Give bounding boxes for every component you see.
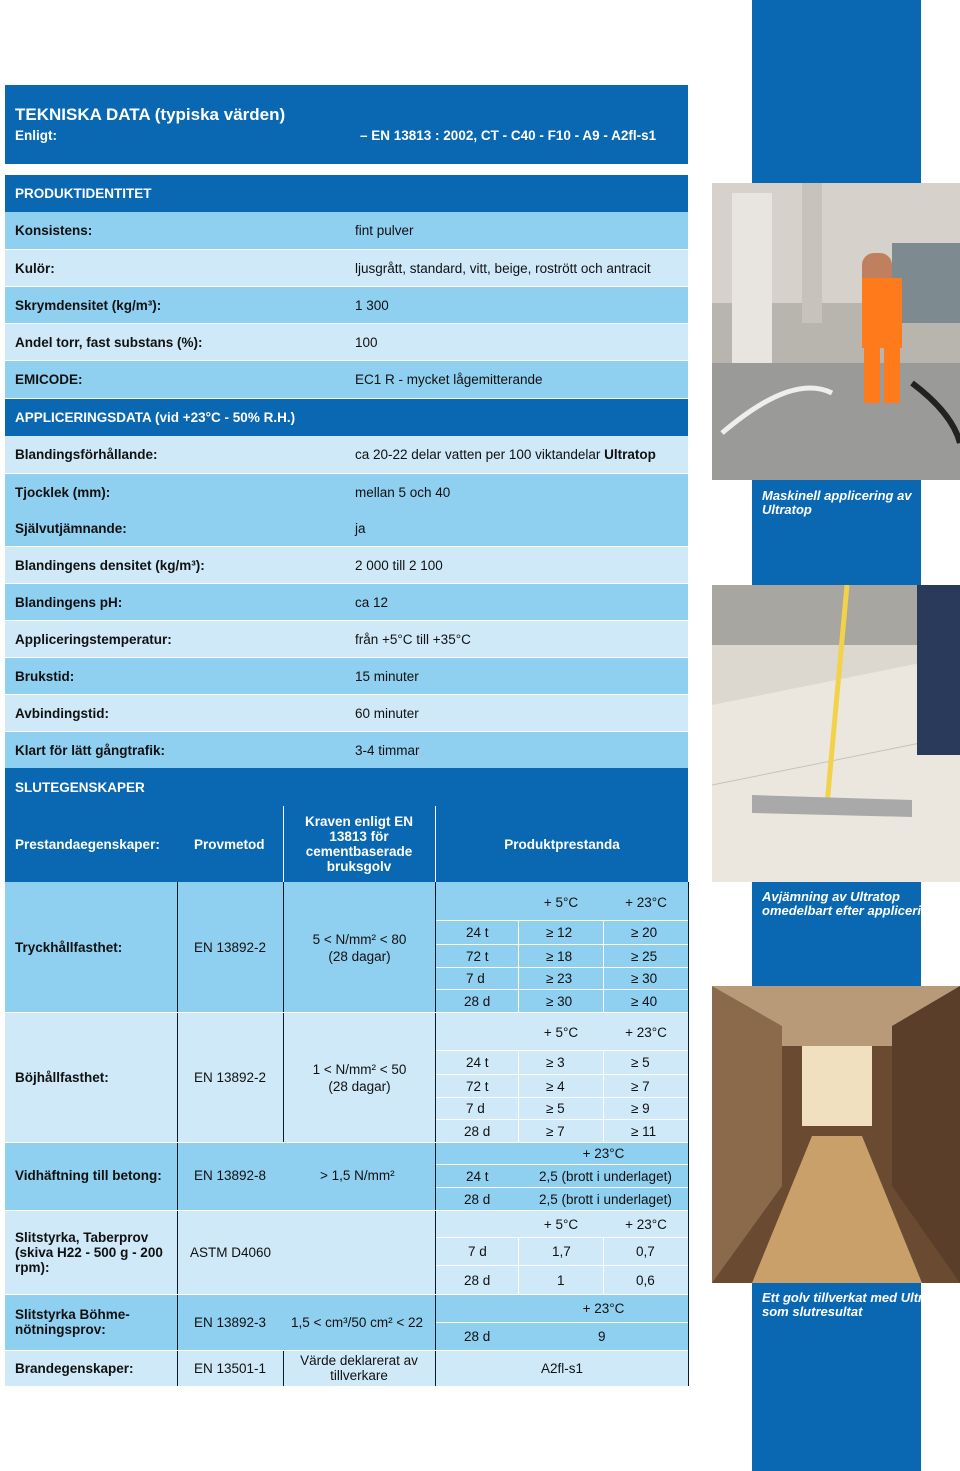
tryck-time: 72 t bbox=[466, 948, 489, 964]
row-label: Andel torr, fast substans (%): bbox=[15, 334, 203, 350]
boj-v23: ≥ 5 bbox=[631, 1055, 650, 1070]
tryck-v23: ≥ 20 bbox=[631, 925, 658, 940]
table-row bbox=[5, 732, 688, 768]
slit1-v5: 1 bbox=[557, 1272, 565, 1288]
section-appliceringsdata: APPLICERINGSDATA (vid +23°C - 50% R.H.) bbox=[5, 399, 688, 436]
slit1-v23: 0,7 bbox=[636, 1244, 655, 1259]
boj-v23: ≥ 7 bbox=[631, 1078, 650, 1094]
photo-machine-application bbox=[712, 183, 960, 480]
row-value: 3-4 timmar bbox=[355, 742, 420, 758]
slit1-v5: 1,7 bbox=[552, 1244, 571, 1259]
section-slutegenskaper: SLUTEGENSKAPER bbox=[5, 768, 688, 806]
row-label: Brukstid: bbox=[15, 668, 75, 684]
brand-label: Brandegenskaper: bbox=[15, 1360, 134, 1376]
col-header-kraven: Kraven enligt EN 13813 för cementbaserade bruksgolv bbox=[304, 814, 414, 874]
slit2-temp: + 23°C bbox=[582, 1300, 625, 1316]
divider bbox=[603, 1050, 604, 1142]
technical-data-header bbox=[5, 85, 688, 164]
row-label: Kulör: bbox=[15, 260, 55, 276]
tryck-time: 28 d bbox=[464, 993, 491, 1009]
row-label: Självutjämnande: bbox=[15, 520, 127, 536]
photo-finished-floor bbox=[712, 986, 960, 1283]
brand-value: A2fl-s1 bbox=[540, 1360, 584, 1376]
row-value: EC1 R - mycket lågemitterande bbox=[355, 372, 543, 387]
row-label: Blandingens pH: bbox=[15, 594, 123, 610]
table-row bbox=[5, 510, 688, 547]
table-row bbox=[5, 695, 688, 732]
slit2-label: Slitstyrka Böhme-nötningsprov: bbox=[15, 1307, 130, 1337]
divider bbox=[518, 1050, 519, 1142]
divider bbox=[177, 882, 178, 1386]
boj-v5: ≥ 4 bbox=[546, 1078, 565, 1094]
photo-leveling bbox=[712, 585, 960, 882]
tryck-v23: ≥ 25 bbox=[631, 948, 658, 964]
table-row bbox=[5, 212, 688, 250]
caption-2: Avjämning av Ultratop omedelbart efter applicering bbox=[762, 889, 937, 918]
tryck-label: Tryckhållfasthet: bbox=[15, 939, 123, 955]
page-title: TEKNISKA DATA (typiska värden) bbox=[15, 105, 286, 124]
section-produktidentitet: PRODUKTIDENTITET bbox=[5, 175, 688, 212]
row-value-brand: Ultratop bbox=[604, 447, 656, 462]
caption-3: Ett golv tillverkat med Ultratop som slutresultat bbox=[762, 1290, 951, 1319]
row-value: ca 12 bbox=[355, 594, 389, 610]
row-label: Blandingsförhållande: bbox=[15, 447, 158, 462]
vidh-value: 2,5 (brott i underlaget) bbox=[539, 1168, 672, 1184]
divider bbox=[688, 882, 689, 1386]
boj-req-1: 1 < N/mm² < 50 bbox=[312, 1061, 407, 1077]
table-row bbox=[5, 584, 688, 621]
row-label: Blandingens densitet (kg/m³): bbox=[15, 557, 205, 573]
tryck-time: 24 t bbox=[466, 925, 489, 940]
tryck-req-2: (28 dagar) bbox=[328, 948, 391, 964]
boj-v23: ≥ 9 bbox=[631, 1101, 650, 1116]
tryck-temp-5: + 5°C bbox=[543, 894, 579, 910]
row-value: fint pulver bbox=[355, 223, 414, 238]
tryck-v5: ≥ 18 bbox=[546, 948, 573, 964]
enligt-value: – EN 13813 : 2002, CT - C40 - F10 - A9 - A2fl-s1 bbox=[360, 128, 657, 143]
boj-time: 28 d bbox=[464, 1123, 491, 1139]
tryck-time: 7 d bbox=[466, 971, 485, 986]
row-value: 1 300 bbox=[355, 297, 389, 313]
row-value: ja bbox=[355, 520, 366, 536]
row-label: Konsistens: bbox=[15, 223, 93, 238]
row-label: Klart för lätt gångtrafik: bbox=[15, 742, 166, 758]
slit1-temp-23: + 23°C bbox=[625, 1216, 667, 1232]
boj-v5: ≥ 7 bbox=[546, 1123, 565, 1139]
row-label: Avbindingstid: bbox=[15, 705, 109, 721]
tryck-v5: ≥ 30 bbox=[546, 993, 573, 1009]
table-row bbox=[5, 436, 688, 474]
row-value: 15 minuter bbox=[355, 668, 419, 684]
caption-1: Maskinell applicering av Ultratop bbox=[762, 488, 912, 517]
table-row bbox=[5, 658, 688, 695]
slit2-time: 28 d bbox=[464, 1329, 491, 1344]
tryck-v5: ≥ 23 bbox=[546, 971, 573, 986]
divider bbox=[283, 806, 284, 882]
row-value: 60 minuter bbox=[355, 705, 419, 721]
vidh-time: 24 t bbox=[466, 1168, 489, 1184]
row-value-text: ca 20-22 delar vatten per 100 viktandelar bbox=[355, 447, 601, 462]
row-label: Appliceringstemperatur: bbox=[15, 631, 172, 647]
slit1-time: 28 d bbox=[464, 1272, 491, 1288]
row-value bbox=[345, 436, 688, 473]
row-value: 2 000 till 2 100 bbox=[355, 557, 443, 573]
tryck-req-1: 5 < N/mm² < 80 bbox=[312, 931, 407, 947]
row-value: 100 bbox=[355, 334, 378, 350]
boj-temp-5: + 5°C bbox=[543, 1024, 579, 1040]
brand-method: EN 13501-1 bbox=[194, 1360, 267, 1376]
divider bbox=[283, 1350, 284, 1386]
col-header-provmetod: Provmetod bbox=[194, 836, 265, 852]
enligt-label: Enligt: bbox=[15, 128, 57, 143]
slit1-method: ASTM D4060 bbox=[190, 1244, 272, 1260]
slit1-time: 7 d bbox=[468, 1244, 487, 1259]
table-row bbox=[5, 250, 688, 287]
row-value: från +5°C till +35°C bbox=[355, 631, 471, 647]
vidh-value: 2,5 (brott i underlaget) bbox=[539, 1191, 672, 1207]
tryck-v5: ≥ 12 bbox=[546, 925, 573, 940]
tryck-method: EN 13892-2 bbox=[194, 939, 267, 955]
tryck-temp-23: + 23°C bbox=[625, 894, 667, 910]
vidh-label: Vidhäftning till betong: bbox=[15, 1168, 162, 1183]
boj-req-2: (28 dagar) bbox=[328, 1078, 391, 1094]
tryck-v23: ≥ 40 bbox=[631, 993, 658, 1009]
col-header-prestanda: Prestandaegenskaper: bbox=[15, 836, 160, 852]
boj-time: 72 t bbox=[466, 1078, 489, 1094]
boj-time: 7 d bbox=[466, 1101, 485, 1116]
table-row bbox=[5, 474, 688, 510]
boj-time: 24 t bbox=[466, 1055, 489, 1070]
vidh-req: > 1,5 N/mm² bbox=[320, 1168, 395, 1183]
row-label: Skrymdensitet (kg/m³): bbox=[15, 297, 162, 313]
boj-label: Böjhållfasthet: bbox=[15, 1069, 109, 1085]
boj-v5: ≥ 3 bbox=[546, 1055, 565, 1070]
boj-temp-23: + 23°C bbox=[625, 1024, 667, 1040]
slit1-temp-5: + 5°C bbox=[543, 1216, 579, 1232]
row-value: mellan 5 och 40 bbox=[355, 484, 451, 500]
row-label: Tjocklek (mm): bbox=[15, 484, 111, 500]
table-row bbox=[5, 361, 688, 399]
divider bbox=[518, 920, 519, 1012]
slit1-v23: 0,6 bbox=[636, 1272, 655, 1288]
slit2-method: EN 13892-3 bbox=[194, 1314, 267, 1330]
col-header-produktprestanda: Produktprestanda bbox=[504, 836, 620, 852]
row-value: ljusgrått, standard, vitt, beige, rostrött och antracit bbox=[355, 260, 651, 276]
tryck-v23: ≥ 30 bbox=[631, 971, 658, 986]
row-label: EMICODE: bbox=[15, 372, 83, 387]
table-row bbox=[5, 287, 688, 324]
divider bbox=[435, 882, 436, 1386]
vidh-temp: + 23°C bbox=[582, 1146, 625, 1161]
boj-v5: ≥ 5 bbox=[546, 1101, 565, 1116]
slit2-value: 9 bbox=[598, 1329, 606, 1344]
table-row bbox=[5, 324, 688, 361]
vidh-time: 28 d bbox=[464, 1191, 491, 1207]
boj-v23: ≥ 11 bbox=[631, 1123, 657, 1139]
brand-req: Värde deklarerat av tillverkare bbox=[300, 1353, 418, 1383]
vidh-method: EN 13892-8 bbox=[194, 1168, 267, 1183]
boj-method: EN 13892-2 bbox=[194, 1069, 267, 1085]
slit1-label: Slitstyrka, Taberprov (skiva H22 - 500 g - 200 rpm): bbox=[15, 1229, 163, 1275]
table-row bbox=[5, 547, 688, 584]
divider bbox=[603, 920, 604, 1012]
table-row bbox=[5, 621, 688, 658]
slit2-req: 1,5 < cm³/50 cm² < 22 bbox=[291, 1314, 424, 1330]
